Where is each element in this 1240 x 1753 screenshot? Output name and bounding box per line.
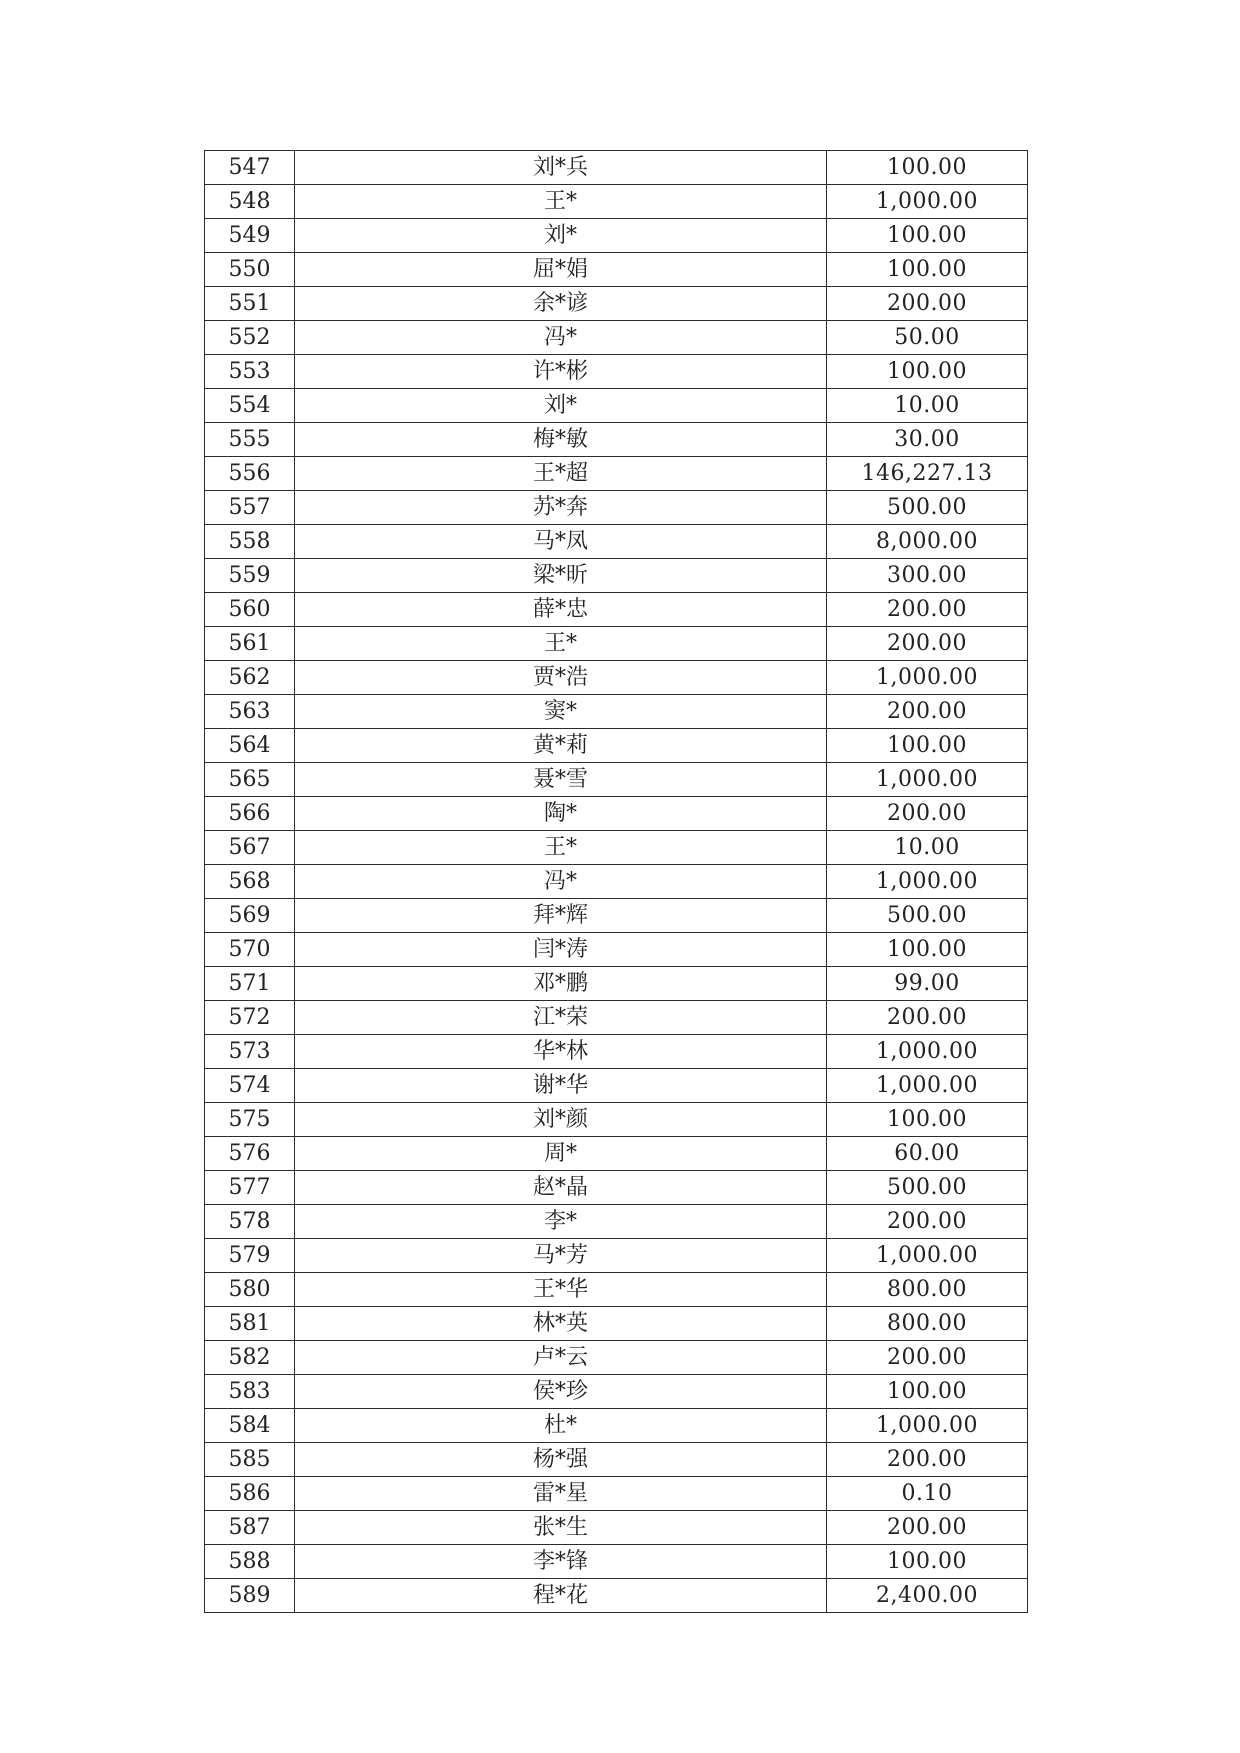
name-cell: 程*花 [295, 1579, 827, 1613]
amount-cell: 1,000.00 [827, 1069, 1028, 1103]
table-row [205, 1375, 1028, 1409]
amount-cell: 200.00 [827, 1511, 1028, 1545]
amount-cell: 30.00 [827, 423, 1028, 457]
name-cell: 闫*涛 [295, 933, 827, 967]
row-number-cell: 567 [205, 831, 295, 865]
amount-cell: 1,000.00 [827, 1409, 1028, 1443]
amount-cell: 100.00 [827, 355, 1028, 389]
table-row [205, 1273, 1028, 1307]
name-cell: 王*华 [295, 1273, 827, 1307]
table-row [205, 967, 1028, 1001]
table-row [205, 423, 1028, 457]
table-row [205, 1409, 1028, 1443]
table-row [205, 1205, 1028, 1239]
amount-cell: 1,000.00 [827, 1239, 1028, 1273]
name-cell: 王* [295, 185, 827, 219]
amount-cell: 200.00 [827, 1001, 1028, 1035]
amount-cell: 10.00 [827, 389, 1028, 423]
donation-table [204, 150, 1028, 1613]
row-number-cell: 548 [205, 185, 295, 219]
row-number-cell: 576 [205, 1137, 295, 1171]
row-number-cell: 564 [205, 729, 295, 763]
amount-cell: 200.00 [827, 1341, 1028, 1375]
row-number-cell: 551 [205, 287, 295, 321]
row-number-cell: 566 [205, 797, 295, 831]
name-cell: 赵*晶 [295, 1171, 827, 1205]
name-cell: 张*生 [295, 1511, 827, 1545]
amount-cell: 2,400.00 [827, 1579, 1028, 1613]
table-row [205, 219, 1028, 253]
table-row [205, 763, 1028, 797]
table-row [205, 933, 1028, 967]
amount-cell: 50.00 [827, 321, 1028, 355]
name-cell: 聂*雪 [295, 763, 827, 797]
name-cell: 余*谚 [295, 287, 827, 321]
row-number-cell: 579 [205, 1239, 295, 1273]
table-row [205, 1239, 1028, 1273]
row-number-cell: 573 [205, 1035, 295, 1069]
amount-cell: 1,000.00 [827, 661, 1028, 695]
amount-cell: 100.00 [827, 933, 1028, 967]
row-number-cell: 569 [205, 899, 295, 933]
name-cell: 许*彬 [295, 355, 827, 389]
row-number-cell: 588 [205, 1545, 295, 1579]
table-row [205, 797, 1028, 831]
row-number-cell: 585 [205, 1443, 295, 1477]
row-number-cell: 580 [205, 1273, 295, 1307]
table-row [205, 457, 1028, 491]
row-number-cell: 575 [205, 1103, 295, 1137]
row-number-cell: 557 [205, 491, 295, 525]
table-row [205, 695, 1028, 729]
name-cell: 马*芳 [295, 1239, 827, 1273]
amount-cell: 146,227.13 [827, 457, 1028, 491]
table-row [205, 865, 1028, 899]
table-row [205, 355, 1028, 389]
table-row [205, 1137, 1028, 1171]
name-cell: 刘* [295, 219, 827, 253]
donation-table-body [205, 151, 1028, 1613]
row-number-cell: 570 [205, 933, 295, 967]
amount-cell: 500.00 [827, 899, 1028, 933]
table-row [205, 1171, 1028, 1205]
amount-cell: 800.00 [827, 1273, 1028, 1307]
row-number-cell: 578 [205, 1205, 295, 1239]
table-row [205, 899, 1028, 933]
name-cell: 王*超 [295, 457, 827, 491]
amount-cell: 100.00 [827, 1545, 1028, 1579]
amount-cell: 200.00 [827, 797, 1028, 831]
amount-cell: 100.00 [827, 1103, 1028, 1137]
table-row [205, 1103, 1028, 1137]
table-row [205, 593, 1028, 627]
row-number-cell: 554 [205, 389, 295, 423]
row-number-cell: 568 [205, 865, 295, 899]
row-number-cell: 552 [205, 321, 295, 355]
amount-cell: 200.00 [827, 287, 1028, 321]
name-cell: 王* [295, 627, 827, 661]
name-cell: 梅*敏 [295, 423, 827, 457]
amount-cell: 800.00 [827, 1307, 1028, 1341]
name-cell: 苏*奔 [295, 491, 827, 525]
row-number-cell: 563 [205, 695, 295, 729]
table-row [205, 1443, 1028, 1477]
amount-cell: 500.00 [827, 1171, 1028, 1205]
name-cell: 杜* [295, 1409, 827, 1443]
table-row [205, 389, 1028, 423]
row-number-cell: 586 [205, 1477, 295, 1511]
table-row [205, 1001, 1028, 1035]
table-row [205, 321, 1028, 355]
amount-cell: 100.00 [827, 253, 1028, 287]
amount-cell: 0.10 [827, 1477, 1028, 1511]
table-row [205, 491, 1028, 525]
name-cell: 刘* [295, 389, 827, 423]
row-number-cell: 584 [205, 1409, 295, 1443]
amount-cell: 60.00 [827, 1137, 1028, 1171]
name-cell: 卢*云 [295, 1341, 827, 1375]
name-cell: 周* [295, 1137, 827, 1171]
row-number-cell: 555 [205, 423, 295, 457]
row-number-cell: 559 [205, 559, 295, 593]
name-cell: 刘*兵 [295, 151, 827, 185]
name-cell: 侯*珍 [295, 1375, 827, 1409]
amount-cell: 1,000.00 [827, 763, 1028, 797]
row-number-cell: 581 [205, 1307, 295, 1341]
name-cell: 江*荣 [295, 1001, 827, 1035]
row-number-cell: 558 [205, 525, 295, 559]
name-cell: 李* [295, 1205, 827, 1239]
amount-cell: 1,000.00 [827, 185, 1028, 219]
amount-cell: 100.00 [827, 729, 1028, 763]
name-cell: 梁*昕 [295, 559, 827, 593]
table-row [205, 831, 1028, 865]
name-cell: 拜*辉 [295, 899, 827, 933]
name-cell: 邓*鹏 [295, 967, 827, 1001]
table-row [205, 253, 1028, 287]
row-number-cell: 571 [205, 967, 295, 1001]
row-number-cell: 587 [205, 1511, 295, 1545]
name-cell: 屈*娟 [295, 253, 827, 287]
table-row [205, 1307, 1028, 1341]
table-row [205, 185, 1028, 219]
amount-cell: 1,000.00 [827, 1035, 1028, 1069]
row-number-cell: 561 [205, 627, 295, 661]
name-cell: 华*林 [295, 1035, 827, 1069]
name-cell: 黄*莉 [295, 729, 827, 763]
amount-cell: 10.00 [827, 831, 1028, 865]
table-row [205, 1579, 1028, 1613]
row-number-cell: 589 [205, 1579, 295, 1613]
amount-cell: 8,000.00 [827, 525, 1028, 559]
table-row [205, 729, 1028, 763]
table-row [205, 151, 1028, 185]
name-cell: 李*锋 [295, 1545, 827, 1579]
table-row [205, 559, 1028, 593]
name-cell: 雷*星 [295, 1477, 827, 1511]
name-cell: 陶* [295, 797, 827, 831]
row-number-cell: 574 [205, 1069, 295, 1103]
amount-cell: 200.00 [827, 695, 1028, 729]
row-number-cell: 565 [205, 763, 295, 797]
name-cell: 王* [295, 831, 827, 865]
name-cell: 谢*华 [295, 1069, 827, 1103]
amount-cell: 500.00 [827, 491, 1028, 525]
amount-cell: 200.00 [827, 1443, 1028, 1477]
name-cell: 冯* [295, 321, 827, 355]
row-number-cell: 560 [205, 593, 295, 627]
row-number-cell: 556 [205, 457, 295, 491]
table-row [205, 1341, 1028, 1375]
row-number-cell: 583 [205, 1375, 295, 1409]
amount-cell: 200.00 [827, 1205, 1028, 1239]
table-row [205, 287, 1028, 321]
table-row [205, 1035, 1028, 1069]
row-number-cell: 562 [205, 661, 295, 695]
name-cell: 林*英 [295, 1307, 827, 1341]
row-number-cell: 577 [205, 1171, 295, 1205]
table-row [205, 1511, 1028, 1545]
amount-cell: 1,000.00 [827, 865, 1028, 899]
amount-cell: 99.00 [827, 967, 1028, 1001]
name-cell: 杨*强 [295, 1443, 827, 1477]
amount-cell: 200.00 [827, 593, 1028, 627]
name-cell: 薛*忠 [295, 593, 827, 627]
row-number-cell: 547 [205, 151, 295, 185]
table-row [205, 1545, 1028, 1579]
name-cell: 冯* [295, 865, 827, 899]
name-cell: 窦* [295, 695, 827, 729]
row-number-cell: 550 [205, 253, 295, 287]
row-number-cell: 553 [205, 355, 295, 389]
row-number-cell: 572 [205, 1001, 295, 1035]
amount-cell: 100.00 [827, 219, 1028, 253]
row-number-cell: 582 [205, 1341, 295, 1375]
table-row [205, 627, 1028, 661]
amount-cell: 100.00 [827, 1375, 1028, 1409]
amount-cell: 300.00 [827, 559, 1028, 593]
name-cell: 贾*浩 [295, 661, 827, 695]
amount-cell: 200.00 [827, 627, 1028, 661]
amount-cell: 100.00 [827, 151, 1028, 185]
table-row [205, 525, 1028, 559]
table-row [205, 1069, 1028, 1103]
row-number-cell: 549 [205, 219, 295, 253]
name-cell: 刘*颜 [295, 1103, 827, 1137]
name-cell: 马*凤 [295, 525, 827, 559]
table-row [205, 1477, 1028, 1511]
table-row [205, 661, 1028, 695]
